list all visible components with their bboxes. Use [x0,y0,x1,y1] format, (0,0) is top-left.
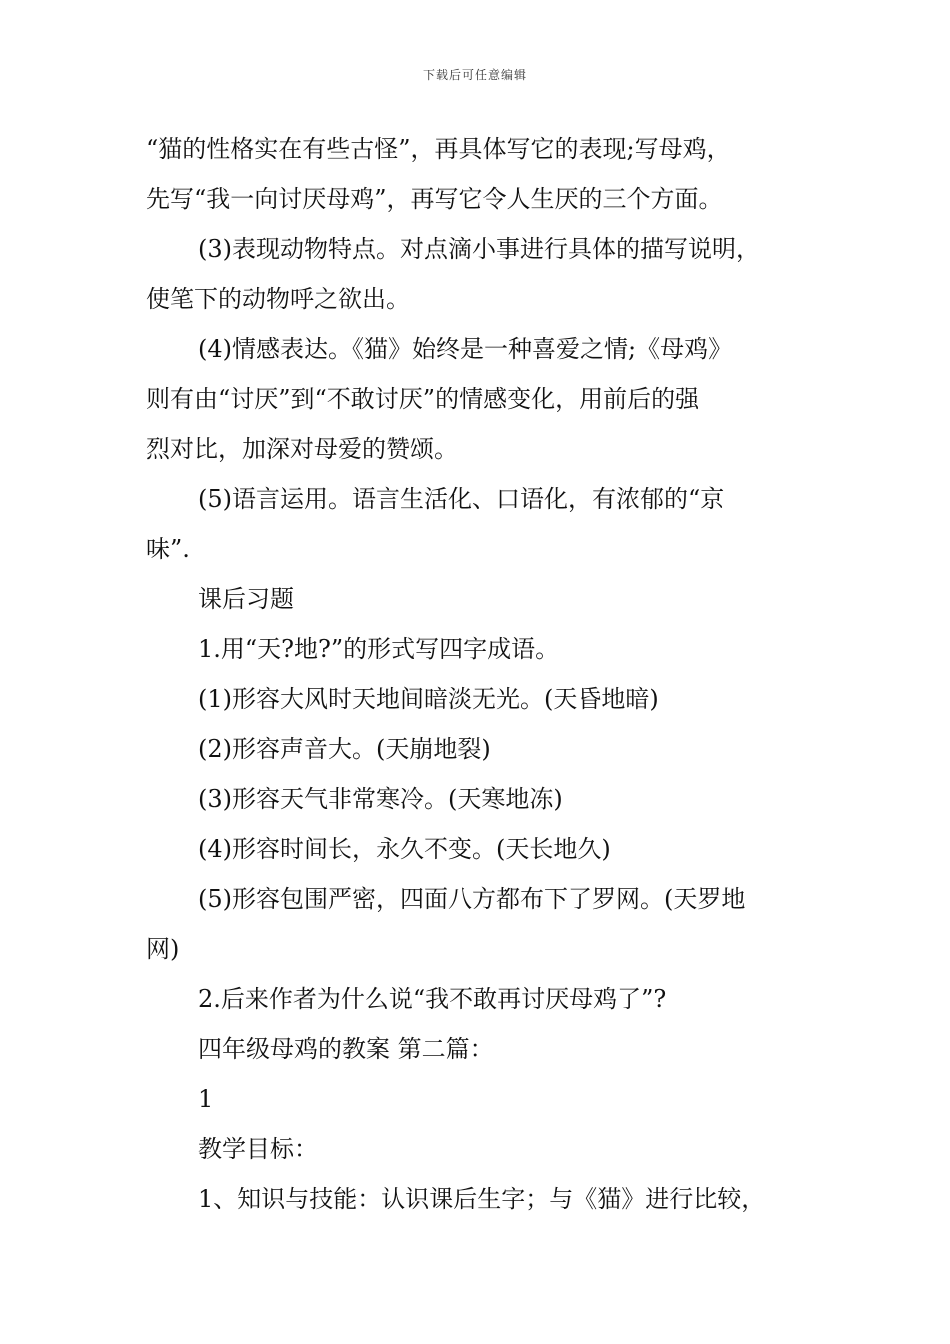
exercise-item: (1)形容大风时天地间暗淡无光。(天昏地暗) [198,685,659,713]
paragraph-line: (3)表现动物特点。对点滴小事进行具体的描写说明， [198,235,760,263]
paragraph-line: 烈对比，加深对母爱的赞颂。 [146,435,458,463]
section-number: 1 [198,1085,214,1113]
exercise-question: 2.后来作者为什么说“我不敢再讨厌母鸡了”? [198,985,667,1013]
document-body [146,124,810,1224]
section-title: 四年级母鸡的教案 第二篇： [198,1035,494,1063]
paragraph-line: (4)情感表达。《猫》始终是一种喜爱之情;《母鸡》 [198,335,733,363]
exercise-item: (4)形容时间长，永久不变。(天长地久) [198,835,611,863]
exercise-item-continued: 网) [146,935,180,963]
paragraph-line: 使笔下的动物呼之欲出。 [146,285,410,313]
paragraph-line: 则有由“讨厌”到“不敢讨厌”的情感变化，用前后的强 [146,385,700,413]
paragraph-line: (5)语言运用。语言生活化、口语化，有浓郁的“京 [198,485,725,513]
exercise-item: (2)形容声音大。(天崩地裂) [198,735,491,763]
exercise-item: (3)形容天气非常寒冷。(天寒地冻) [198,785,563,813]
page-header: 下载后可任意编辑 [422,68,527,82]
section-heading: 教学目标： [198,1135,318,1163]
exercise-question: 1.用“天?地?”的形式写四字成语。 [198,635,560,663]
section-heading: 课后习题 [198,585,294,613]
exercise-item: (5)形容包围严密，四面八方都布下了罗网。(天罗地 [198,885,746,913]
paragraph-line: “猫的性格实在有些古怪”，再具体写它的表现;写母鸡， [146,135,731,163]
paragraph-line: 1、知识与技能：认识课后生字；与《猫》进行比较， [198,1185,766,1213]
paragraph-line: 先写“我一向讨厌母鸡”，再写它令人生厌的三个方面。 [146,185,723,213]
paragraph-line: 味”. [146,535,190,563]
